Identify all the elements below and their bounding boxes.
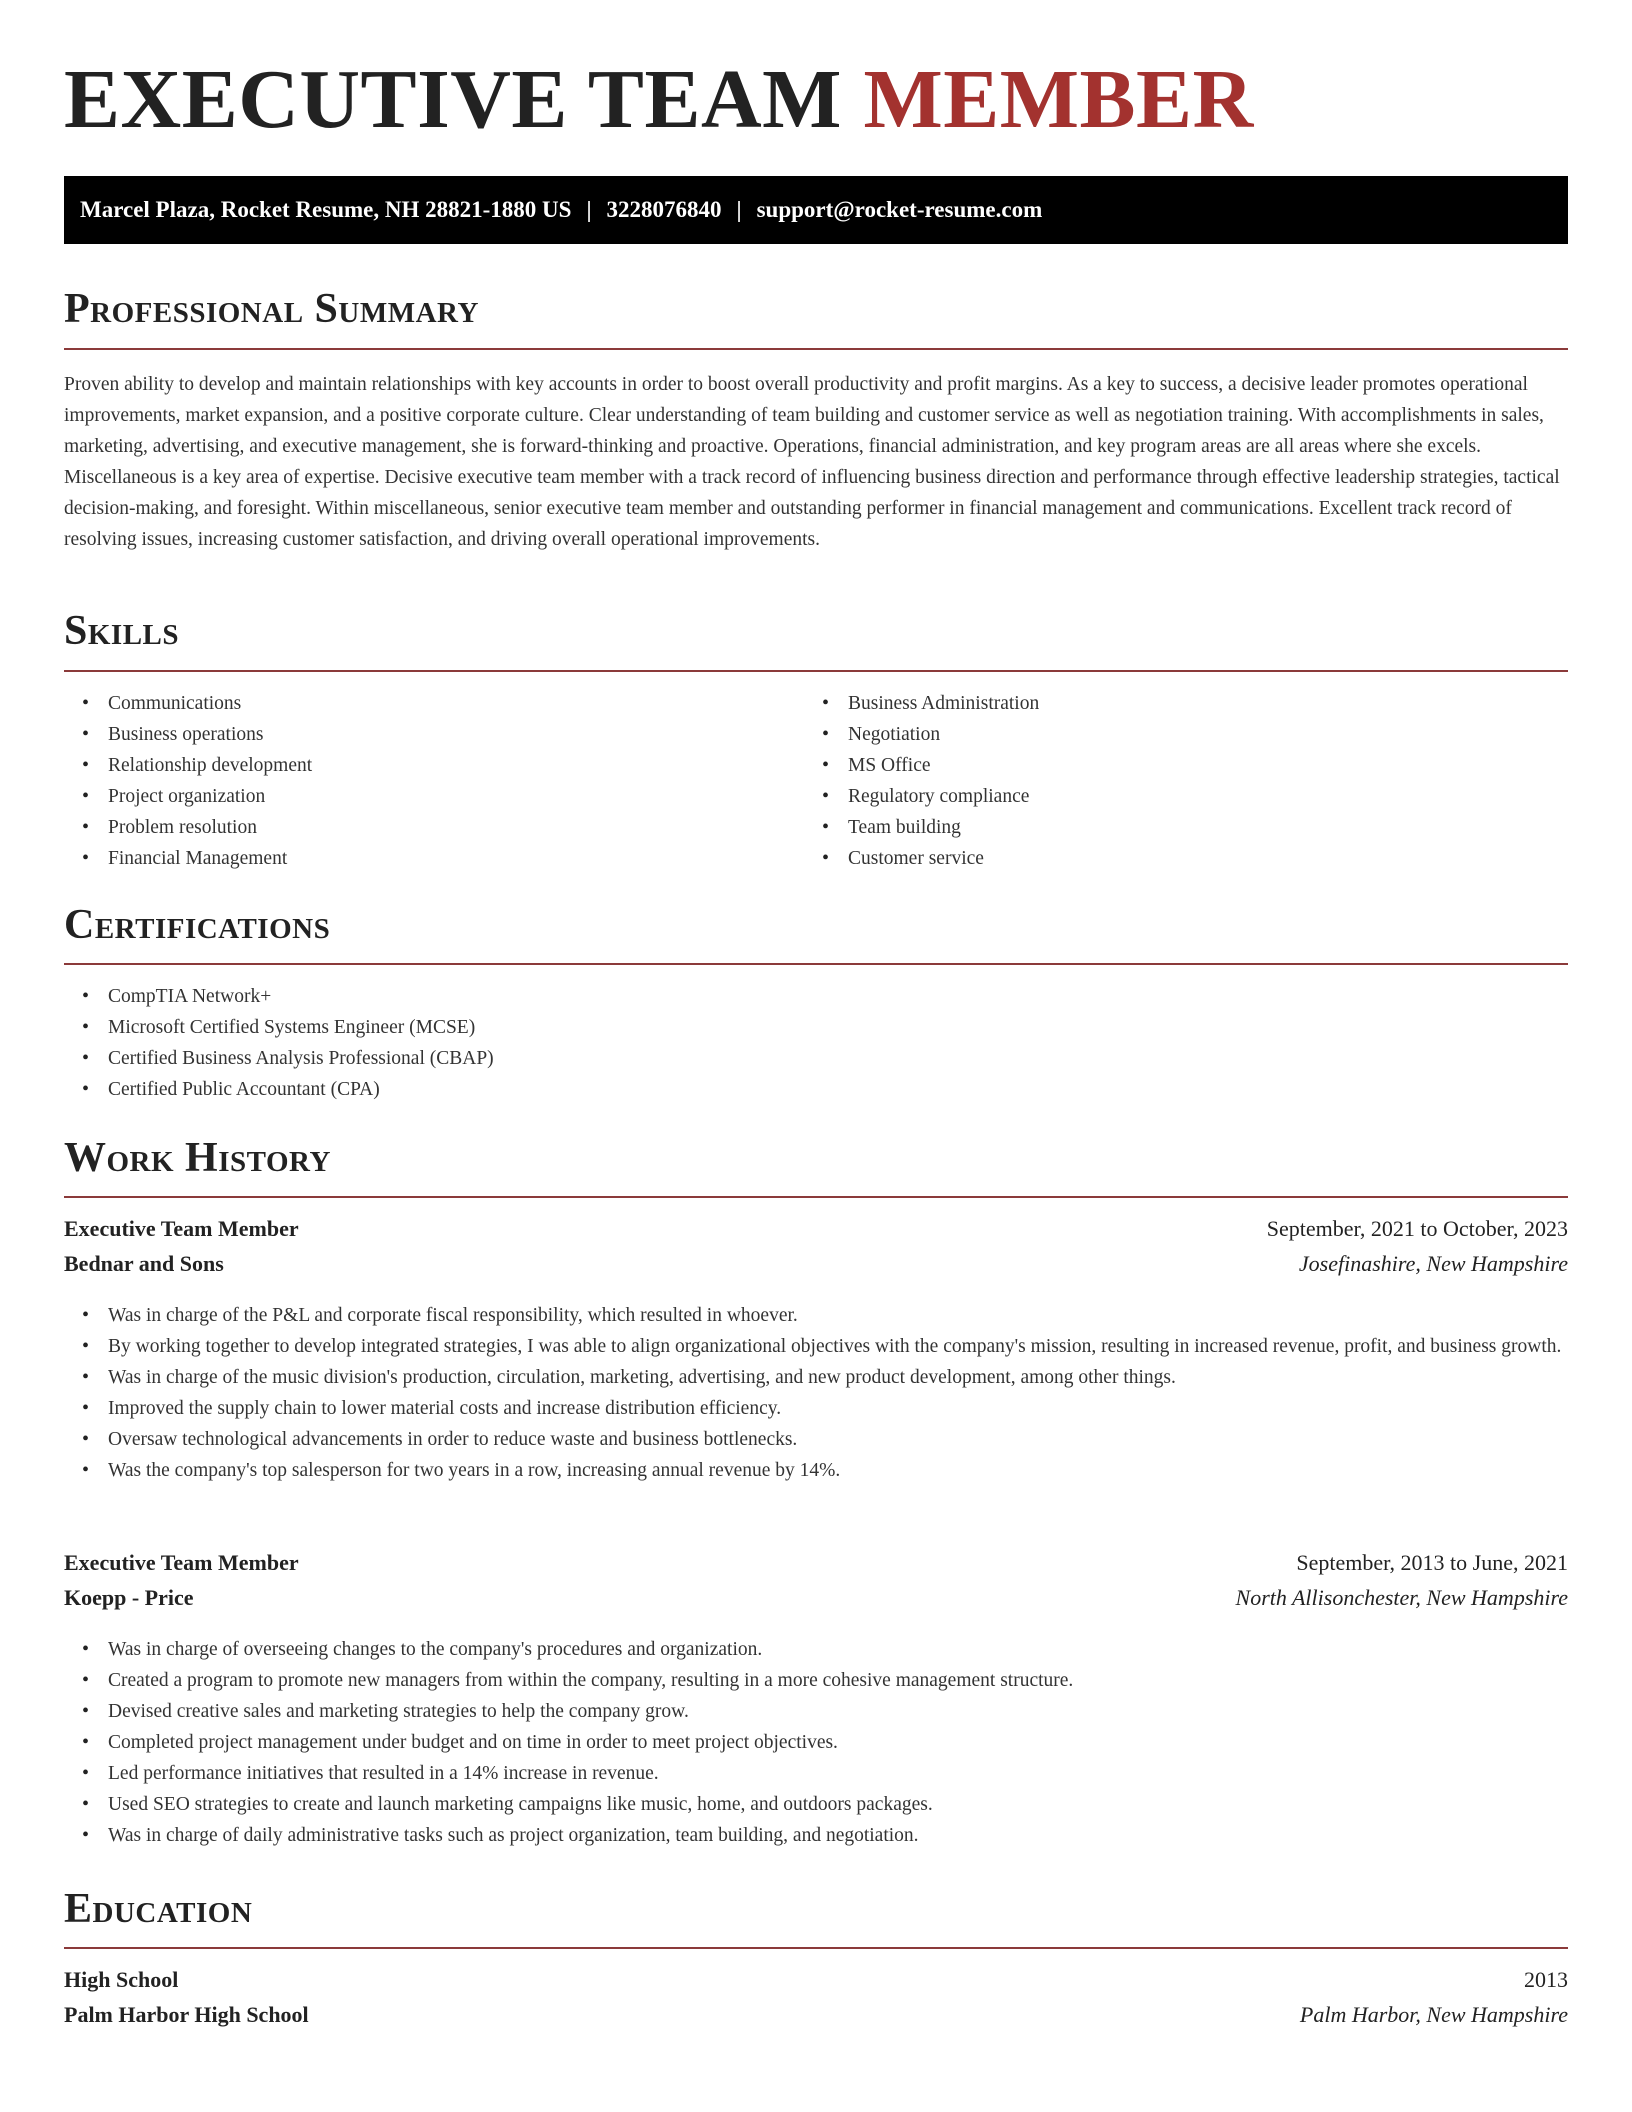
resume-name <box>64 54 1254 146</box>
job-bullet: • Was the company's top salesperson for two years in a row, increasing annual revenue by 14%. <box>64 1455 1568 1486</box>
job-bullets <box>64 1634 1568 1851</box>
skills-list-right <box>804 688 1568 874</box>
certifications-list <box>64 981 1568 1105</box>
job-bullet: • Was in charge of the music division's production, circulation, marketing, advertising, and new product development, among other things. <box>64 1362 1568 1393</box>
certifications-title: Certifications <box>64 902 331 948</box>
summary-text: Proven ability to develop and maintain relationships with key accounts in order to boost overall productivity and profit margins. As a key to success, a decisive leader promotes operational improvements, market expansion, and a positive corporate culture. Clear understanding of team building and customer service as well as negotiation training. With accomplishments in sales, marketing, advertising, and executive management, she is forward-thinking and proactive. Operations, financial administration, and key program areas are all areas where she excels. Miscellaneous is a key area of expertise. Decisive executive team member with a track record of influencing business direction and performance through effective leadership strategies, tactical decision-making, and foresight. Within miscellaneous, senior executive team member and outstanding performer in financial management and communications. Excellent track record of resolving issues, increasing customer satisfaction, and driving overall operational improvements. <box>64 374 1560 550</box>
skills-list-left <box>64 688 804 874</box>
job-location: Josefinashire, New Hampshire <box>1298 1251 1568 1276</box>
contact-bar <box>64 176 1568 244</box>
contact-phone: 3228076840 <box>606 197 722 222</box>
job-role: Executive Team Member <box>64 1550 299 1575</box>
skill-item: • MS Office <box>804 750 1568 781</box>
job-dates: September, 2021 to October, 2023 <box>1266 1216 1568 1241</box>
job-bullet: • Created a program to promote new managers from within the company, resulting in a more cohesive management structure. <box>64 1665 1568 1696</box>
skills-divider <box>64 670 1568 672</box>
job-company: Koepp - Price <box>64 1585 194 1610</box>
education-school: Palm Harbor High School <box>64 2002 309 2027</box>
summary-divider <box>64 348 1568 350</box>
certification-item: • CompTIA Network+ <box>64 981 1568 1012</box>
job-bullet: • Improved the supply chain to lower material costs and increase distribution efficiency. <box>64 1393 1568 1424</box>
summary-title: Professional Summary <box>64 286 479 332</box>
certification-item: • Microsoft Certified Systems Engineer (MCSE) <box>64 1012 1568 1043</box>
education-divider <box>64 1947 1568 1949</box>
skill-item: • Communications <box>64 688 804 719</box>
job-role: Executive Team Member <box>64 1216 299 1241</box>
education-title: Education <box>64 1886 253 1932</box>
job-bullet: • Led performance initiatives that resulted in a 14% increase in revenue. <box>64 1758 1568 1789</box>
job-bullet: • Was in charge of daily administrative tasks such as project organization, team building, and negotiation. <box>64 1820 1568 1851</box>
job-bullet: • By working together to develop integrated strategies, I was able to align organizational objectives with the company's mission, resulting in increased revenue, profit, and business growth. <box>64 1331 1568 1362</box>
contact-separator: | <box>586 197 592 222</box>
skill-item: • Team building <box>804 812 1568 843</box>
education-subheader <box>64 2002 1568 2028</box>
job-location: North Allisonchester, New Hampshire <box>1235 1585 1568 1610</box>
job-bullets <box>64 1300 1568 1486</box>
education-location: Palm Harbor, New Hampshire <box>1299 2002 1568 2027</box>
job-subheader <box>64 1585 1568 1611</box>
skill-item: • Negotiation <box>804 719 1568 750</box>
skill-item: • Problem resolution <box>64 812 804 843</box>
skill-item: • Business Administration <box>804 688 1568 719</box>
skill-item: • Financial Management <box>64 843 804 874</box>
job-bullet: • Completed project management under budget and on time in order to meet project objectives. <box>64 1727 1568 1758</box>
work-title: Work History <box>64 1135 331 1181</box>
skills-title: Skills <box>64 608 180 654</box>
job-header <box>64 1216 1568 1242</box>
certifications-divider <box>64 963 1568 965</box>
contact-separator: | <box>736 197 742 222</box>
job-bullet: • Devised creative sales and marketing strategies to help the company grow. <box>64 1696 1568 1727</box>
skill-item: • Customer service <box>804 843 1568 874</box>
job-header <box>64 1550 1568 1576</box>
job-bullet: • Was in charge of the P&L and corporate fiscal responsibility, which resulted in whoever. <box>64 1300 1568 1331</box>
job-subheader <box>64 1251 1568 1277</box>
education-degree: High School <box>64 1967 179 1992</box>
skill-item: • Project organization <box>64 781 804 812</box>
work-divider <box>64 1196 1568 1198</box>
skill-item: • Business operations <box>64 719 804 750</box>
contact-email: support@rocket-resume.com <box>756 197 1043 222</box>
certification-item: • Certified Business Analysis Professional (CBAP) <box>64 1043 1568 1074</box>
name-accent: MEMBER <box>863 53 1254 146</box>
job-dates: September, 2013 to June, 2021 <box>1296 1550 1568 1575</box>
job-bullet: • Oversaw technological advancements in order to reduce waste and business bottlenecks. <box>64 1424 1568 1455</box>
job-company: Bednar and Sons <box>64 1251 224 1276</box>
certification-item: • Certified Public Accountant (CPA) <box>64 1074 1568 1105</box>
job-bullet: • Was in charge of overseeing changes to the company's procedures and organization. <box>64 1634 1568 1665</box>
name-main: EXECUTIVE TEAM <box>64 53 842 146</box>
education-year: 2013 <box>1524 1967 1568 1992</box>
contact-address: Marcel Plaza, Rocket Resume, NH 28821-1880 US <box>80 197 572 222</box>
job-bullet: • Used SEO strategies to create and launch marketing campaigns like music, home, and outdoors packages. <box>64 1789 1568 1820</box>
education-header <box>64 1967 1568 1993</box>
skill-item: • Relationship development <box>64 750 804 781</box>
skill-item: • Regulatory compliance <box>804 781 1568 812</box>
